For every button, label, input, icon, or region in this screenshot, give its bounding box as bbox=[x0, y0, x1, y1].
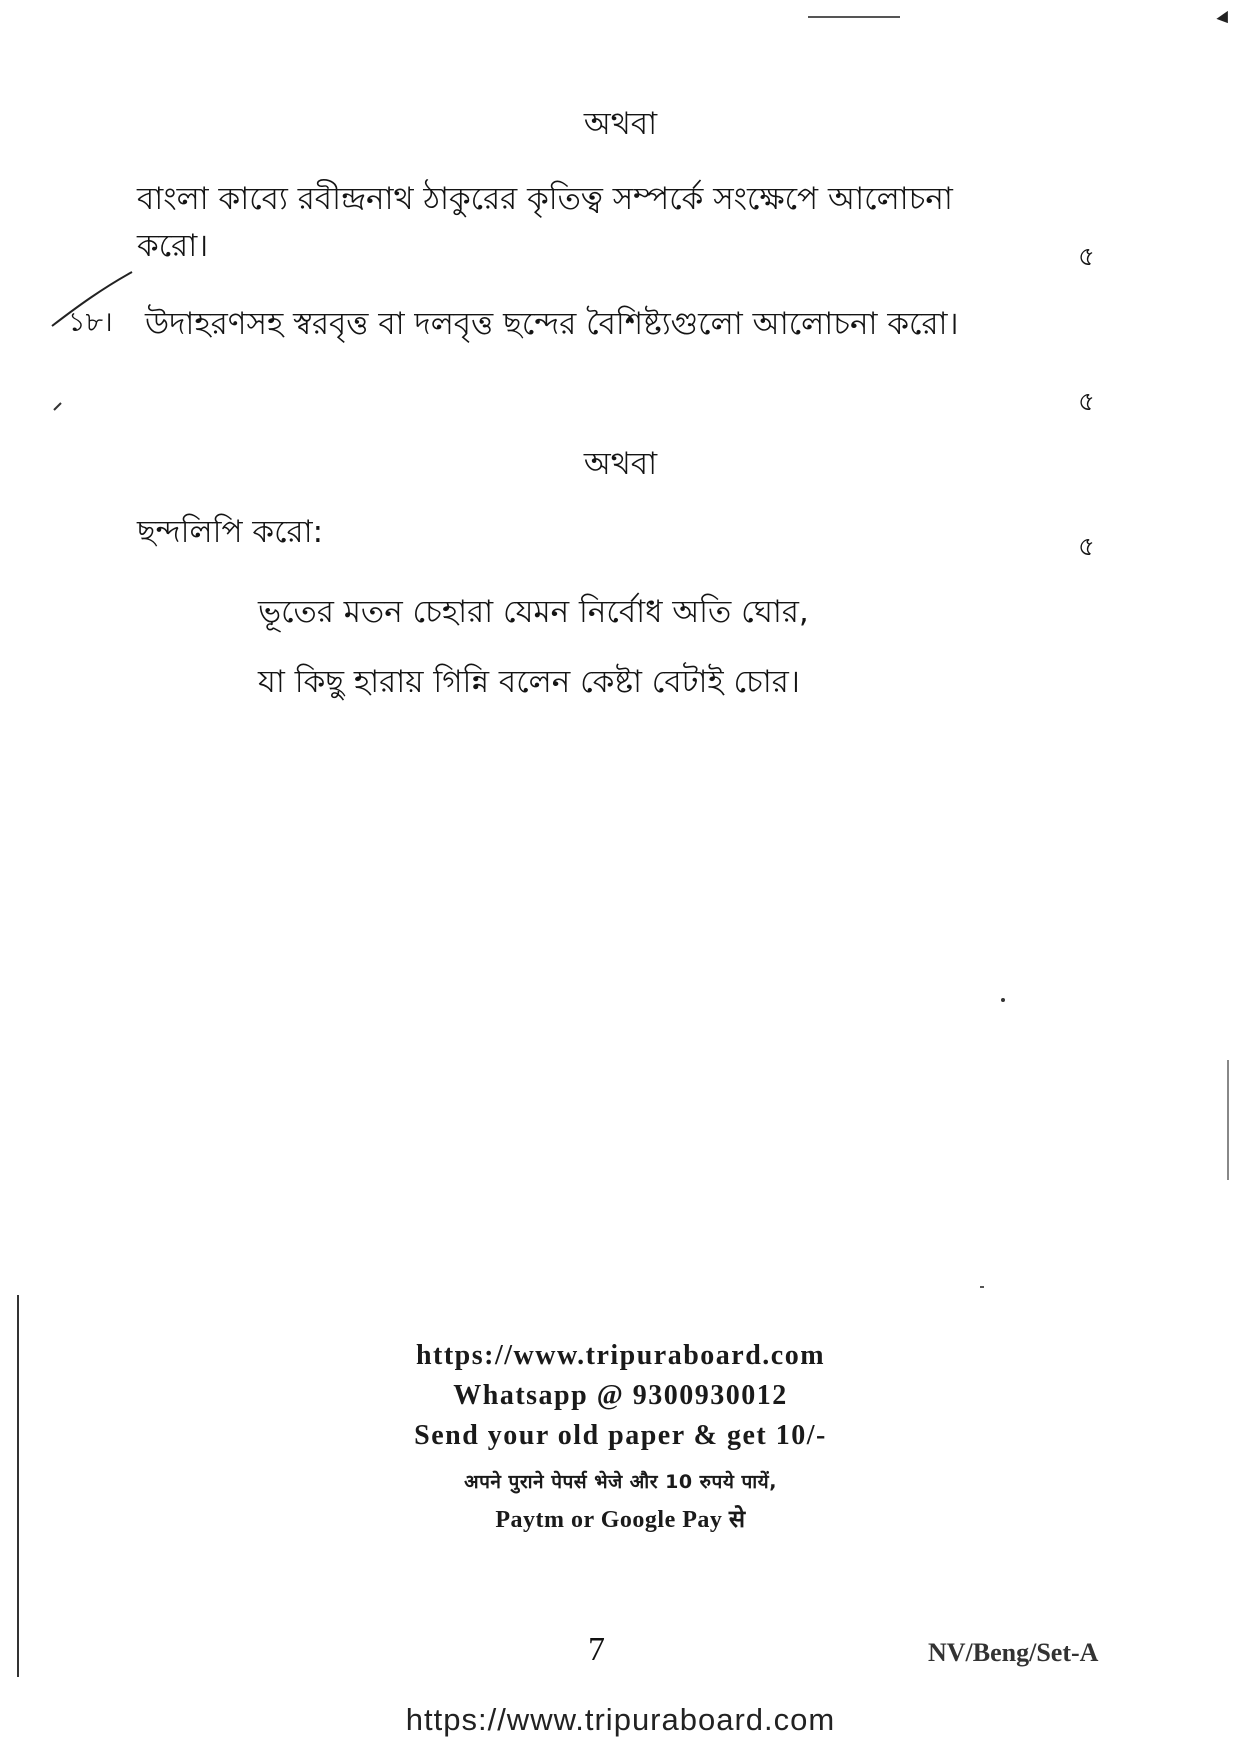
scan-dot bbox=[1001, 998, 1005, 1002]
scan-top-rule bbox=[808, 16, 900, 18]
footer-ad-whatsapp: Whatsapp @ 9300930012 bbox=[453, 1380, 788, 1411]
alt-question-prompt: ছন্দলিপি করো: bbox=[137, 514, 324, 550]
question-marks-1: ৫ bbox=[1078, 242, 1095, 272]
footer-ad-url: https://www.tripuraboard.com bbox=[415, 1340, 826, 1371]
scan-stray-mark bbox=[52, 400, 64, 412]
footer-ad-offer: Send your old paper & get 10/- bbox=[414, 1420, 827, 1451]
footer-ad-hindi-line: अपने पुराने पेपर्स भेजे और 10 रुपये पायें, bbox=[464, 1471, 777, 1493]
scan-corner-mark bbox=[1216, 11, 1233, 27]
paper-code: NV/Beng/Set-A bbox=[928, 1638, 1099, 1667]
question-18-marks: ৫ bbox=[1078, 387, 1095, 417]
verse-line-1: ভূতের মতন চেহারা যেমন নির্বোধ অতি ঘোর, bbox=[258, 594, 809, 630]
or-label-1: অথবা bbox=[583, 106, 658, 142]
alt-question-marks: ৫ bbox=[1078, 532, 1095, 562]
question-18-text: উদাহরণসহ স্বরবৃত্ত বা দলবৃত্ত ছন্দের বৈশিষ্ট্যগুলো আলোচনা করো। bbox=[145, 306, 959, 342]
page-number: 7 bbox=[588, 1631, 605, 1668]
scan-right-edge-line bbox=[1227, 1060, 1229, 1180]
footer-ad-payment: Paytm or Google Pay से bbox=[495, 1507, 746, 1533]
question-text-line-2: করো। bbox=[137, 228, 209, 264]
verse-line-2: যা কিছু হারায় গিন্নি বলেন কেষ্টা বেটাই চোর। bbox=[258, 664, 800, 700]
or-label-2: অথবা bbox=[583, 446, 658, 482]
scan-dot bbox=[980, 1286, 984, 1288]
question-number-18: ১৮। bbox=[68, 307, 113, 338]
watermark-url: https://www.tripuraboard.com bbox=[405, 1702, 836, 1737]
question-text-line-1: বাংলা কাব্যে রবীন্দ্রনাথ ঠাকুরের কৃতিত্ব সম্পর্কে সংক্ষেপে আলোচনা bbox=[137, 181, 953, 217]
